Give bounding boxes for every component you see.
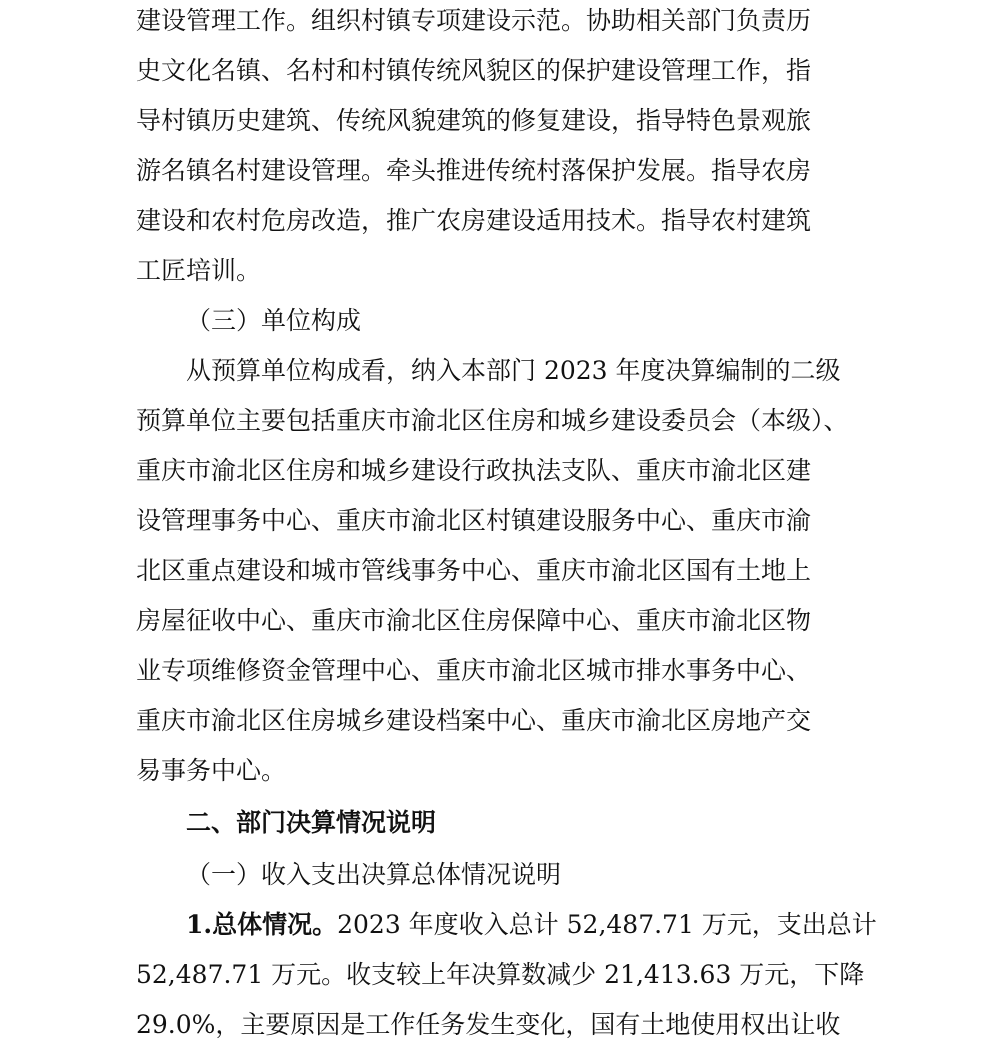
text-line: 建设和农村危房改造，推广农房建设适用技术。指导农村建筑 [136,206,812,235]
subsection-heading: （一）收入支出决算总体情况说明 [186,860,562,889]
paragraph-lead: 1.总体情况。 [186,910,338,939]
text-line: 易事务中心。 [136,756,287,785]
text-line: 业专项维修资金管理中心、重庆市渝北区城市排水事务中心、 [136,656,812,685]
paragraph-first-line [186,900,877,950]
text-line: 导村镇历史建筑、传统风貌建筑的修复建设，指导特色景观旅 [136,106,812,135]
paragraph-text: 2023 年度收入总计 52,487.71 万元，支出总计 [337,910,877,939]
text-line: 从预算单位构成看，纳入本部门 2023 年度决算编制的二级 [186,356,841,385]
text-line: 52,487.71 万元。收支较上年决算数减少 21,413.63 万元，下降 [136,960,865,989]
text-line: 游名镇名村建设管理。牵头推进传统村落保护发展。指导农房 [136,156,812,185]
text-line: 设管理事务中心、重庆市渝北区村镇建设服务中心、重庆市渝 [136,506,812,535]
text-line: 房屋征收中心、重庆市渝北区住房保障中心、重庆市渝北区物 [136,606,812,635]
text-line: 史文化名镇、名村和村镇传统风貌区的保护建设管理工作，指 [136,56,812,85]
text-line: 建设管理工作。组织村镇专项建设示范。协助相关部门负责历 [136,6,812,35]
section-heading-unit: （三）单位构成 [186,306,362,335]
text-line: 预算单位主要包括重庆市渝北区住房和城乡建设委员会（本级）、 [136,406,849,435]
text-line: 北区重点建设和城市管线事务中心、重庆市渝北区国有土地上 [136,556,812,585]
text-line: 重庆市渝北区住房和城乡建设行政执法支队、重庆市渝北区建 [136,456,812,485]
section-heading-2: 二、部门决算情况说明 [186,808,437,837]
text-line: 29.0%，主要原因是工作任务发生变化，国有土地使用权出让收 [136,1010,841,1039]
text-line: 重庆市渝北区住房城乡建设档案中心、重庆市渝北区房地产交 [136,706,812,735]
text-line: 工匠培训。 [136,256,262,285]
